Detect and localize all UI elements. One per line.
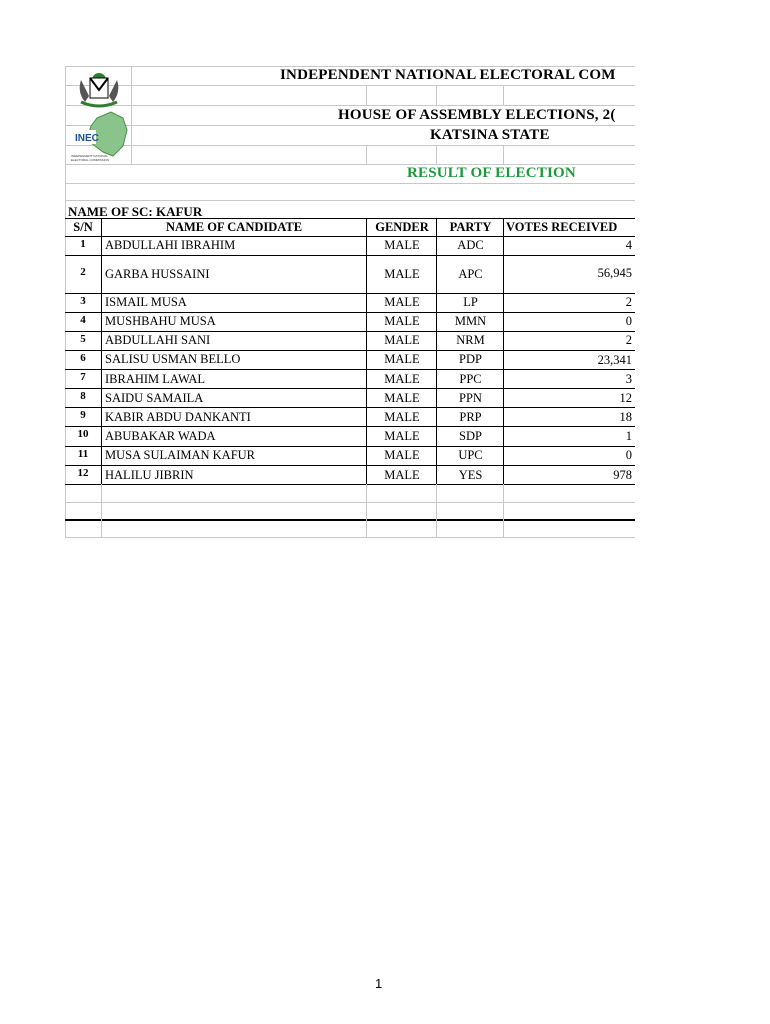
row-party: ADC <box>457 238 484 252</box>
row-name: MUSHBAHU MUSA <box>105 314 216 328</box>
row-gender: MALE <box>384 352 420 366</box>
row-party: NRM <box>456 333 485 347</box>
row-name: HALILU JIBRIN <box>105 468 194 482</box>
row-party: YES <box>458 468 483 482</box>
row-party: PPN <box>459 391 482 405</box>
row-sn: 5 <box>80 333 86 345</box>
col-header-sn: S/N <box>73 220 93 234</box>
col-header-party: PARTY <box>449 220 492 234</box>
row-votes: 0 <box>625 448 632 462</box>
row-name: SAIDU SAMAILA <box>105 391 204 405</box>
row-party: PPC <box>459 372 482 386</box>
row-gender: MALE <box>384 448 420 462</box>
row-votes: 2 <box>625 333 632 347</box>
row-name: MUSA SULAIMAN KAFUR <box>105 448 256 462</box>
row-gender: MALE <box>384 238 420 252</box>
row-party: MMN <box>454 314 487 328</box>
row-gender: MALE <box>384 410 420 424</box>
row-sn: 9 <box>80 409 86 421</box>
row-votes: 12 <box>619 391 632 405</box>
row-name: ABDULLAHI SANI <box>105 333 211 347</box>
col-header-votes: VOTES RECEIVED <box>506 220 618 234</box>
row-name: GARBA HUSSAINI <box>105 267 210 281</box>
row-sn: 12 <box>77 467 89 479</box>
row-name: KABIR ABDU DANKANTI <box>105 410 251 424</box>
row-party: LP <box>463 295 478 309</box>
row-sn: 11 <box>77 448 89 460</box>
row-name: ISMAIL MUSA <box>105 295 187 309</box>
sheet-clip <box>65 66 635 538</box>
row-votes: 2 <box>625 295 632 309</box>
row-sn: 3 <box>80 295 86 307</box>
row-gender: MALE <box>384 333 420 347</box>
row-gender: MALE <box>384 429 420 443</box>
row-gender: MALE <box>384 314 420 328</box>
row-votes: 56,945 <box>597 266 632 280</box>
row-name: ABDULLAHI IBRAHIM <box>105 238 236 252</box>
row-party: PRP <box>459 410 482 424</box>
row-party: UPC <box>458 448 483 462</box>
row-sn: 1 <box>80 238 86 250</box>
row-votes: 978 <box>613 468 632 482</box>
svg-text:INDEPENDENT NATIONAL: INDEPENDENT NATIONAL <box>71 154 109 158</box>
row-party: PDP <box>459 352 482 366</box>
row-votes: 18 <box>619 410 632 424</box>
sc-name: NAME OF SC: KAFUR <box>68 204 203 219</box>
row-name: ABUBAKAR WADA <box>105 429 216 443</box>
row-votes: 4 <box>625 238 632 252</box>
commission-title: INDEPENDENT NATIONAL ELECTORAL COM <box>280 67 616 83</box>
svg-text:INEC: INEC <box>75 133 99 144</box>
row-votes: 0 <box>625 314 632 328</box>
col-header-gender: GENDER <box>375 220 429 234</box>
state-title: KATSINA STATE <box>430 127 550 143</box>
row-party: SDP <box>459 429 482 443</box>
row-gender: MALE <box>384 468 420 482</box>
row-votes: 1 <box>625 429 632 443</box>
row-votes: 23,341 <box>597 353 632 367</box>
election-title: HOUSE OF ASSEMBLY ELECTIONS, 2( <box>338 107 616 123</box>
inec-logo <box>67 66 131 164</box>
row-sn: 7 <box>80 371 86 383</box>
col-header-name: NAME OF CANDIDATE <box>165 220 303 234</box>
row-sn: 10 <box>77 428 89 440</box>
result-title: RESULT OF ELECTION <box>407 165 576 181</box>
row-name: IBRAHIM LAWAL <box>105 372 206 386</box>
row-gender: MALE <box>384 372 420 386</box>
row-sn: 8 <box>80 390 86 402</box>
svg-text:ELECTORAL COMMISSION: ELECTORAL COMMISSION <box>71 158 110 162</box>
row-name: SALISU USMAN BELLO <box>105 352 241 366</box>
row-gender: MALE <box>384 295 420 309</box>
result-sheet <box>65 66 635 538</box>
row-gender: MALE <box>384 391 420 405</box>
row-sn: 4 <box>80 314 86 326</box>
row-sn: 6 <box>80 352 86 364</box>
row-party: APC <box>458 267 483 281</box>
page-number: 1 <box>375 976 383 991</box>
row-votes: 3 <box>625 372 632 386</box>
row-sn: 2 <box>80 266 86 278</box>
row-gender: MALE <box>384 267 420 281</box>
